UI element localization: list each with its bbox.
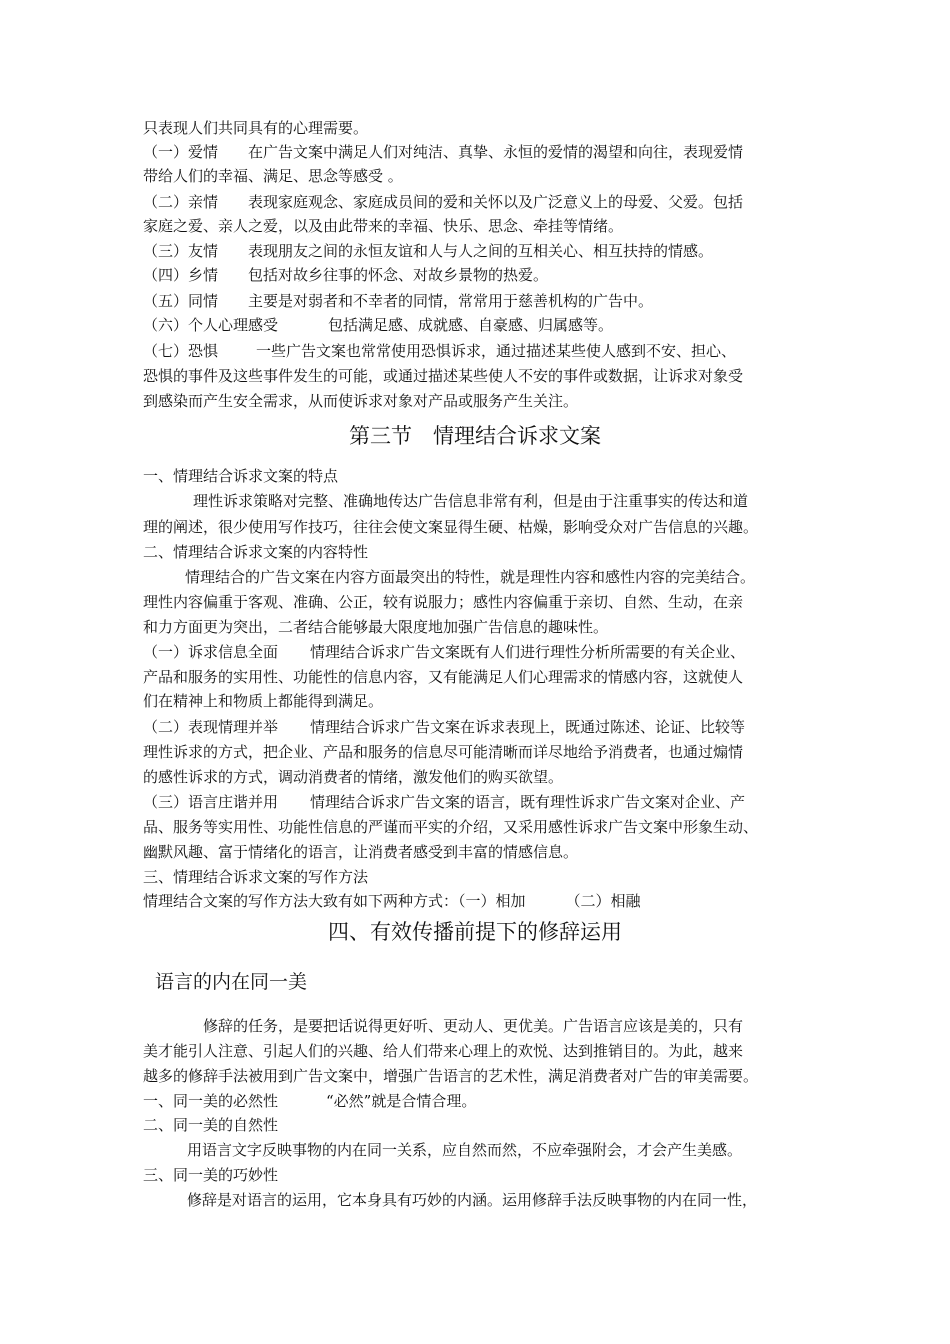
text-line: 幽默风趣、富于情绪化的语言，让消费者感受到丰富的情感信息。 xyxy=(143,843,579,861)
item-label: （四）乡情 xyxy=(143,266,219,284)
section-heading: 三、同一美的巧妙性 xyxy=(143,1166,279,1184)
text-line: 和力方面更为突出，二者结合能够最大限度地加强广告信息的趣味性。 xyxy=(143,618,609,636)
text-line: 恐惧的事件及这些事件发生的可能，或通过描述某些使人不安的事件或数据，让诉求对象受 xyxy=(143,367,744,385)
text-line: 产品和服务的实用性、功能性的信息内容，又有能满足人们心理需求的情感内容，这就使人 xyxy=(143,668,744,686)
text-line: （三）友情 表现朋友之间的永恒友谊和人与人之间的互相关心、相互扶持的情感。 xyxy=(143,242,714,260)
item-label: （五）同情 xyxy=(143,292,219,310)
text-line: （三）语言庄谐并用 情理结合诉求广告文案的语言，既有理性诉求广告文案对企业、产 xyxy=(143,793,746,811)
item-label: （三）语言庄谐并用 xyxy=(143,793,279,811)
section-heading: 二、同一美的自然性 xyxy=(143,1116,279,1134)
section-heading: 一、同一美的必然性 xyxy=(143,1092,279,1110)
text-line: 美才能引人注意、引起人们的兴趣、给人们带来心理上的欢悦、达到推销目的。为此，越来 xyxy=(143,1042,744,1060)
text-line: 品、服务等实用性、功能性信息的严谨而平实的介绍，又采用感性诉求广告文案中形象生动、 xyxy=(143,818,759,836)
text-line: 到感染而产生安全需求，从而使诉求对象对产品或服务产生关注。 xyxy=(143,392,579,410)
text-line: （六）个人心理感受 包括满足感、成就感、自豪感、归属感等。 xyxy=(143,316,614,334)
text-line: 修辞的任务，是要把话说得更好听、更动人、更优美。广告语言应该是美的，只有 xyxy=(203,1017,744,1035)
item-label: （三）友情 xyxy=(143,242,219,260)
item-label: （二）亲情 xyxy=(143,193,219,211)
section-subtitle: 语言的内在同一美 xyxy=(155,971,308,993)
text-line: （二）表现情理并举 情理结合诉求广告文案在诉求表现上，既通过陈述、论证、比较等 xyxy=(143,718,746,736)
text-line: 只表现人们共同具有的心理需要。 xyxy=(143,119,369,137)
text-line: 的感性诉求的方式，调动消费者的情绪，激发他们的购买欲望。 xyxy=(143,768,564,786)
section-heading: 三、情理结合诉求文案的写作方法 xyxy=(143,868,369,886)
text-line: （四）乡情 包括对故乡往事的怀念、对故乡景物的热爱。 xyxy=(143,266,549,284)
text-line: 理性诉求策略对完整、准确地传达广告信息非常有利，但是由于注重事实的传达和道 xyxy=(193,492,749,510)
text-line: 情理结合文案的写作方法大致有如下两种方式：（一）相加 （二）相融 xyxy=(143,892,641,910)
text-line: 理的阐述，很少使用写作技巧，往往会使文案显得生硬、枯燥，影响受众对广告信息的兴趣。 xyxy=(143,518,759,536)
text-line: 一、同一美的必然性 “必然”就是合情合理。 xyxy=(143,1092,477,1110)
section-heading: 二、情理结合诉求文案的内容特性 xyxy=(143,543,369,561)
text-line: （五）同情 主要是对弱者和不幸者的同情，常常用于慈善机构的广告中。 xyxy=(143,292,654,310)
text-line: 们在精神上和物质上都能得到满足。 xyxy=(143,692,384,710)
text-line: 用语言文字反映事物的内在同一关系，应自然而然，不应牵强附会，才会产生美感。 xyxy=(187,1141,743,1159)
item-label: （二）表现情理并举 xyxy=(143,718,279,736)
text-line: 带给人们的幸福、满足、思念等感受 。 xyxy=(143,167,403,185)
item-label: （一）诉求信息全面 xyxy=(143,643,279,661)
item-label: （六）个人心理感受 xyxy=(143,316,279,334)
text-line: （七）恐惧 一些广告文案也常常使用恐惧诉求，通过描述某些使人感到不安、担心、 xyxy=(143,342,737,360)
text-line: （一）爱情 在广告文案中满足人们对纯洁、真挚、永恒的爱情的渴望和向往，表现爱情 xyxy=(143,143,744,161)
section-title: 第三节 情理结合诉求文案 xyxy=(349,424,601,448)
text-line: 情理结合的广告文案在内容方面最突出的特性，就是理性内容和感性内容的完美结合。 xyxy=(185,568,756,586)
text-line: 修辞是对语言的运用，它本身具有巧妙的内涵。运用修辞手法反映事物的内在同一性， xyxy=(187,1191,758,1209)
text-line: 家庭之爱、亲人之爱，以及由此带来的幸福、快乐、思念、牵挂等情绪。 xyxy=(143,217,624,235)
text-line: 理性内容偏重于客观、准确、公正，较有说服力；感性内容偏重于亲切、自然、生动，在亲 xyxy=(143,593,744,611)
item-label: （一）爱情 xyxy=(143,143,219,161)
text-line: 理性诉求的方式，把企业、产品和服务的信息尽可能清晰而详尽地给予消费者，也通过煽情 xyxy=(143,743,744,761)
section-heading: 一、情理结合诉求文案的特点 xyxy=(143,467,339,485)
text-line: （二）亲情 表现家庭观念、家庭成员间的爱和关怀以及广泛意义上的母爱、父爱。包括 xyxy=(143,193,744,211)
item-label: （七）恐惧 xyxy=(143,342,219,360)
section-title: 四、有效传播前提下的修辞运用 xyxy=(328,920,622,944)
text-line: 越多的修辞手法被用到广告文案中，增强广告语言的艺术性，满足消费者对广告的审美需要。 xyxy=(143,1067,759,1085)
text-line: （一）诉求信息全面 情理结合诉求广告文案既有人们进行理性分析所需要的有关企业、 xyxy=(143,643,746,661)
